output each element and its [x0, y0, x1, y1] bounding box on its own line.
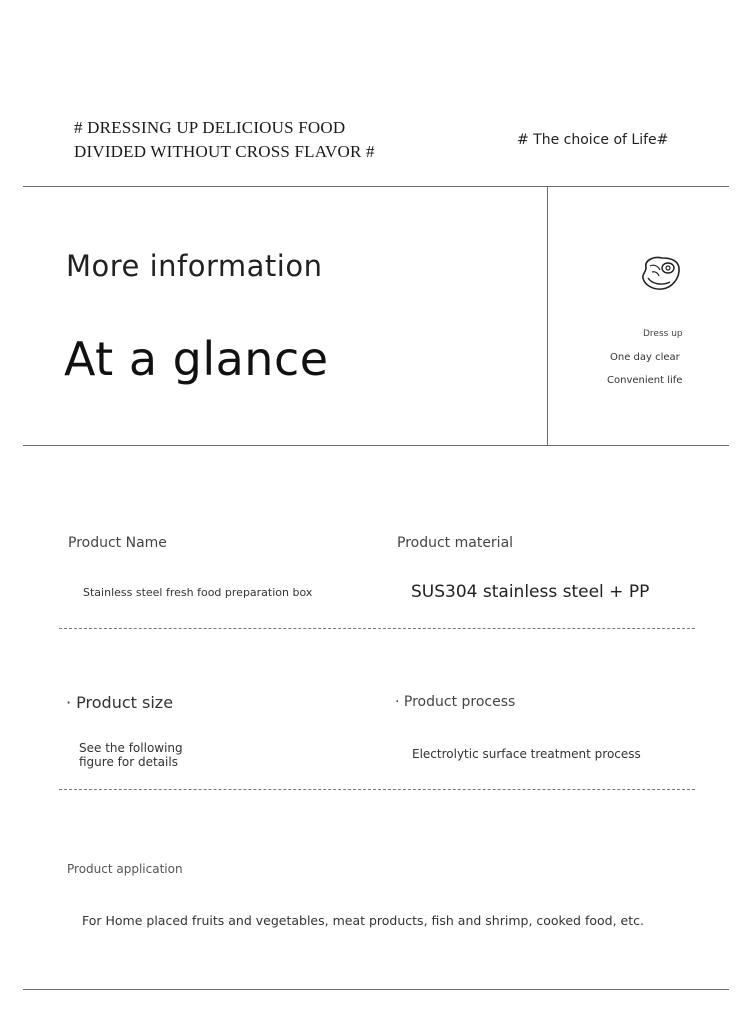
- spec-divider-2: [59, 789, 695, 790]
- product-process-value: Electrolytic surface treatment process: [412, 747, 641, 761]
- product-material-label: Product material: [397, 535, 514, 551]
- header-tagline-line-1: # DRESSING UP DELICIOUS FOOD: [74, 118, 346, 137]
- product-size-value-line-1: See the following: [79, 741, 183, 755]
- intro-vertical-divider: [547, 186, 548, 445]
- bottom-divider: [23, 989, 729, 990]
- top-divider: [23, 186, 729, 187]
- intro-bottom-divider: [23, 445, 729, 446]
- product-application-label: Product application: [67, 862, 183, 876]
- product-size-value-line-2: figure for details: [79, 755, 178, 769]
- meat-steak-icon: [640, 254, 682, 292]
- side-text-dress-up: Dress up: [643, 329, 683, 339]
- product-process-label: · Product process: [395, 694, 516, 710]
- spec-divider-1: [59, 628, 695, 629]
- side-text-one-day-clear: One day clear: [610, 352, 680, 363]
- product-application-value: For Home placed fruits and vegetables, meat products, fish and shrimp, cooked food, etc.: [82, 913, 644, 928]
- at-a-glance-title: At a glance: [64, 332, 329, 386]
- more-information-heading: More information: [66, 249, 323, 283]
- header-tagline-line-2: DIVIDED WITHOUT CROSS FLAVOR #: [74, 142, 375, 161]
- product-name-label: Product Name: [68, 535, 167, 551]
- product-name-value: Stainless steel fresh food preparation box: [83, 586, 313, 599]
- header-tagline: [74, 116, 375, 164]
- product-size-value: [79, 741, 183, 769]
- product-size-label: · Product size: [66, 693, 174, 712]
- side-text-convenient-life: Convenient life: [607, 375, 683, 386]
- header-choice: # The choice of Life#: [517, 132, 669, 148]
- product-material-value: SUS304 stainless steel + PP: [411, 582, 650, 602]
